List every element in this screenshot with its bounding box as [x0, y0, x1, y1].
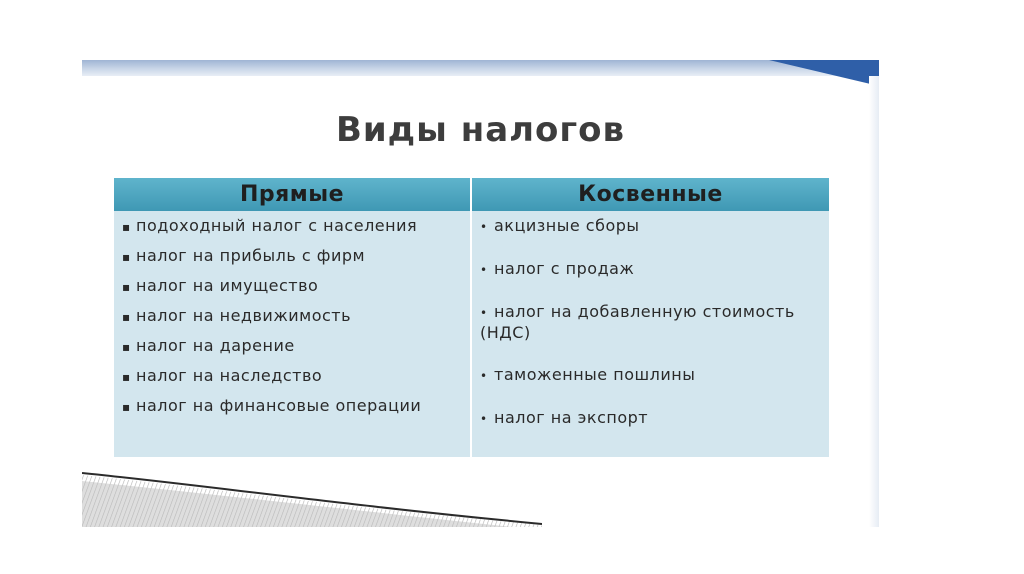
- bullet-icon: ▪: [122, 310, 131, 324]
- list-item: ▪ налог на имущество: [122, 276, 319, 295]
- bullet-icon: •: [480, 369, 488, 383]
- tax-types-table: [114, 178, 829, 457]
- slide-top-band: [82, 60, 879, 76]
- bullet-icon: ▪: [122, 400, 131, 414]
- list-item: • акцизные сборы: [480, 216, 640, 235]
- list-item: ▪ налог на финансовые операции: [122, 396, 422, 415]
- bullet-icon: ▪: [122, 370, 131, 384]
- bullet-icon: •: [480, 220, 488, 234]
- table-body-row: [114, 211, 829, 457]
- list-item: • налог с продаж: [480, 259, 635, 278]
- slide-corner-accent: [769, 60, 879, 86]
- list-item: • налог на добавленную стоимость (НДС): [480, 302, 795, 342]
- slide: [82, 60, 879, 527]
- list-item: • налог на экспорт: [480, 408, 649, 427]
- list-item: ▪ налог на недвижимость: [122, 306, 352, 325]
- indirect-taxes-list: [472, 211, 829, 457]
- list-item: ▪ налог на дарение: [122, 336, 295, 355]
- direct-taxes-list: [114, 211, 470, 457]
- list-item: ▪ подоходный налог с населения: [122, 216, 418, 235]
- bullet-icon: •: [480, 306, 488, 320]
- header-indirect: Косвенные: [578, 182, 723, 207]
- list-item: ▪ налог на наследство: [122, 366, 323, 385]
- bullet-icon: •: [480, 412, 488, 426]
- bullet-icon: ▪: [122, 250, 131, 264]
- header-direct: Прямые: [239, 182, 345, 207]
- bullet-icon: •: [480, 263, 488, 277]
- bullet-icon: ▪: [122, 340, 131, 354]
- list-item: ▪ налог на прибыль с фирм: [122, 246, 366, 265]
- list-item: • таможенные пошлины: [480, 365, 696, 384]
- bullet-icon: ▪: [122, 280, 131, 294]
- table-header-row: [114, 178, 829, 211]
- bullet-icon: ▪: [122, 220, 131, 234]
- slide-title: Виды налогов: [335, 110, 626, 150]
- slide-bottom-decoration: [82, 467, 542, 527]
